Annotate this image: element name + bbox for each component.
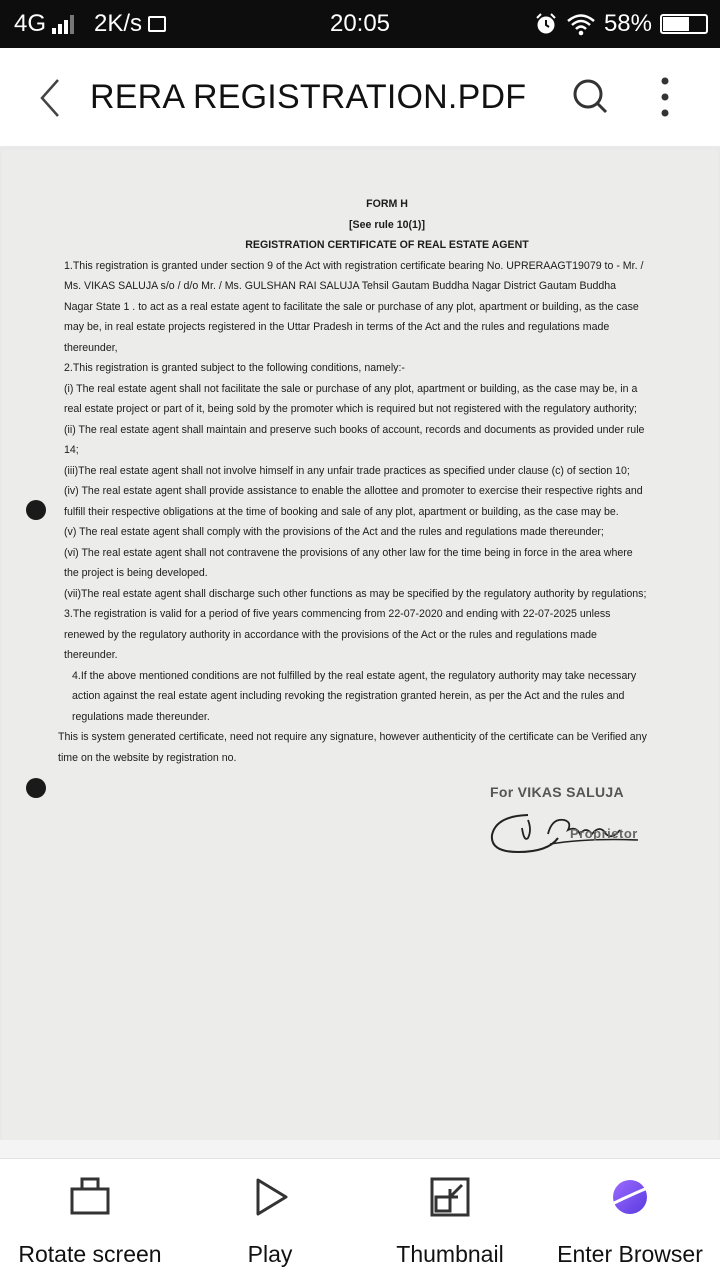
play-icon [248, 1175, 292, 1219]
document-line: (vii)The real estate agent shall discharge such other functions as may be specified by the regulatory authority by regulations; [64, 587, 647, 600]
document-line: action against the real estate agent including revoking the registration granted herein, as per the Act and the rules and [72, 690, 625, 702]
battery-fill [663, 17, 689, 31]
document-line: real estate project or part of it, being sold by the promoter which is required but not registered with the regulatory authority; [64, 403, 637, 415]
document-footer-line: time on the website by registration no. [58, 751, 237, 764]
enter-browser-label: Enter Browser [557, 1241, 703, 1267]
battery-percent: 58% [603, 10, 652, 37]
more-vertical-icon[interactable] [650, 74, 680, 120]
document-line: Ms. VIKAS SALUJA s/o / d/o Mr. / Ms. GULSHAN RAI SALUJA Tehsil Gautam Buddha Nagar District Gautam Buddha [64, 280, 617, 292]
document-line: thereunder, [64, 341, 118, 354]
play-label: Play [247, 1241, 293, 1267]
rotate-screen-icon [68, 1175, 112, 1219]
signal-icon [52, 14, 74, 34]
status-left [14, 10, 166, 38]
document-line: the project is being developed. [64, 567, 208, 579]
status-right [534, 10, 708, 38]
document-body [58, 194, 710, 768]
document-line: 1.This registration is granted under section 9 of the Act with registration certificate bearing No. UPRERAAGT19079 to - Mr. / [64, 259, 644, 272]
document-footer-line: This is system generated certificate, need not require any signature, however authenticity of the certificate can be Verified any [58, 731, 647, 743]
document-line: (vi) The real estate agent shall not contravene the provisions of any other law for the time being in force in the area where [64, 546, 633, 559]
document-line: 14; [64, 444, 79, 456]
document-line: 4.If the above mentioned conditions are not fulfilled by the real estate agent, the regulatory authority may take necessary [72, 669, 637, 682]
rotate-screen-button[interactable] [0, 1175, 180, 1275]
document-line: fulfill their respective obligations at the time of booking and sale of any plot, apartment or building, as the case may be. [64, 505, 619, 518]
form-title: FORM H [366, 198, 408, 210]
certificate-heading: REGISTRATION CERTIFICATE OF REAL ESTATE AGENT [245, 239, 529, 251]
clock: 20:05 [329, 10, 391, 37]
wifi-icon [566, 12, 596, 36]
signature-for: For VIKAS SALUJA [490, 784, 624, 800]
thumbnail-icon [428, 1175, 472, 1219]
handwritten-signature [488, 790, 658, 860]
document-line: regulations made thereunder. [72, 710, 210, 723]
punch-hole [26, 500, 46, 520]
document-line: 2.This registration is granted subject to the following conditions, namely:- [64, 362, 405, 374]
signature-block [488, 780, 658, 860]
signature-title: Proprietor [570, 826, 638, 841]
enter-browser-button[interactable] [540, 1175, 720, 1275]
alarm-icon [534, 12, 558, 36]
network-speed: 2K/s [94, 10, 143, 37]
document-line: renewed by the regulatory authority in accordance with the provisions of the Act or the rules and regulations made [64, 628, 597, 641]
rotate-screen-label: Rotate screen [18, 1241, 162, 1267]
punch-hole [26, 778, 46, 798]
document-lines [64, 256, 710, 728]
message-icon [148, 16, 166, 32]
chevron-left-icon[interactable] [30, 76, 70, 120]
document-line: (ii) The real estate agent shall maintain and preserve such books of account, records and documents as provided under rule [64, 423, 645, 436]
status-bar [0, 0, 720, 48]
document-line: Nagar State 1 . to act as a real estate agent to facilitate the sale or purchase of any plot, apartment or building, as the case [64, 300, 639, 313]
pdf-page [2, 150, 718, 1140]
thumbnail-label: Thumbnail [396, 1241, 504, 1267]
bottom-action-bar [0, 1158, 720, 1281]
document-line: (iv) The real estate agent shall provide assistance to enable the allottee and promoter to exercise their respective rights and [64, 485, 643, 497]
document-line: thereunder. [64, 649, 118, 661]
document-line: (iii)The real estate agent shall not involve himself in any unfair trade practices as specified under clause (c) of section 10; [64, 464, 630, 477]
battery-icon [660, 14, 708, 34]
thumbnail-button[interactable] [360, 1175, 540, 1275]
document-line: 3.The registration is valid for a period of five years commencing from 22-07-2020 and ending with 22-07-2025 unless [64, 608, 611, 620]
network-type: 4G [14, 10, 47, 37]
document-line: (v) The real estate agent shall comply with the provisions of the Act and the rules and regulations made thereunder; [64, 526, 604, 538]
app-toolbar [0, 48, 720, 147]
browser-planet-icon [608, 1175, 652, 1219]
search-icon[interactable] [568, 74, 612, 118]
document-title: RERA REGISTRATION.PDF [90, 78, 527, 116]
rule-reference: [See rule 10(1)] [349, 218, 425, 231]
pdf-viewer[interactable] [0, 146, 720, 1140]
document-line: (i) The real estate agent shall not facilitate the sale or purchase of any plot, apartment or building, as the case may be, in a [64, 382, 638, 395]
play-button[interactable] [180, 1175, 360, 1275]
document-line: may be, in real estate projects registered in the Uttar Pradesh in terms of the Act and the rules and regulations made [64, 321, 610, 333]
document-footer [58, 727, 710, 768]
